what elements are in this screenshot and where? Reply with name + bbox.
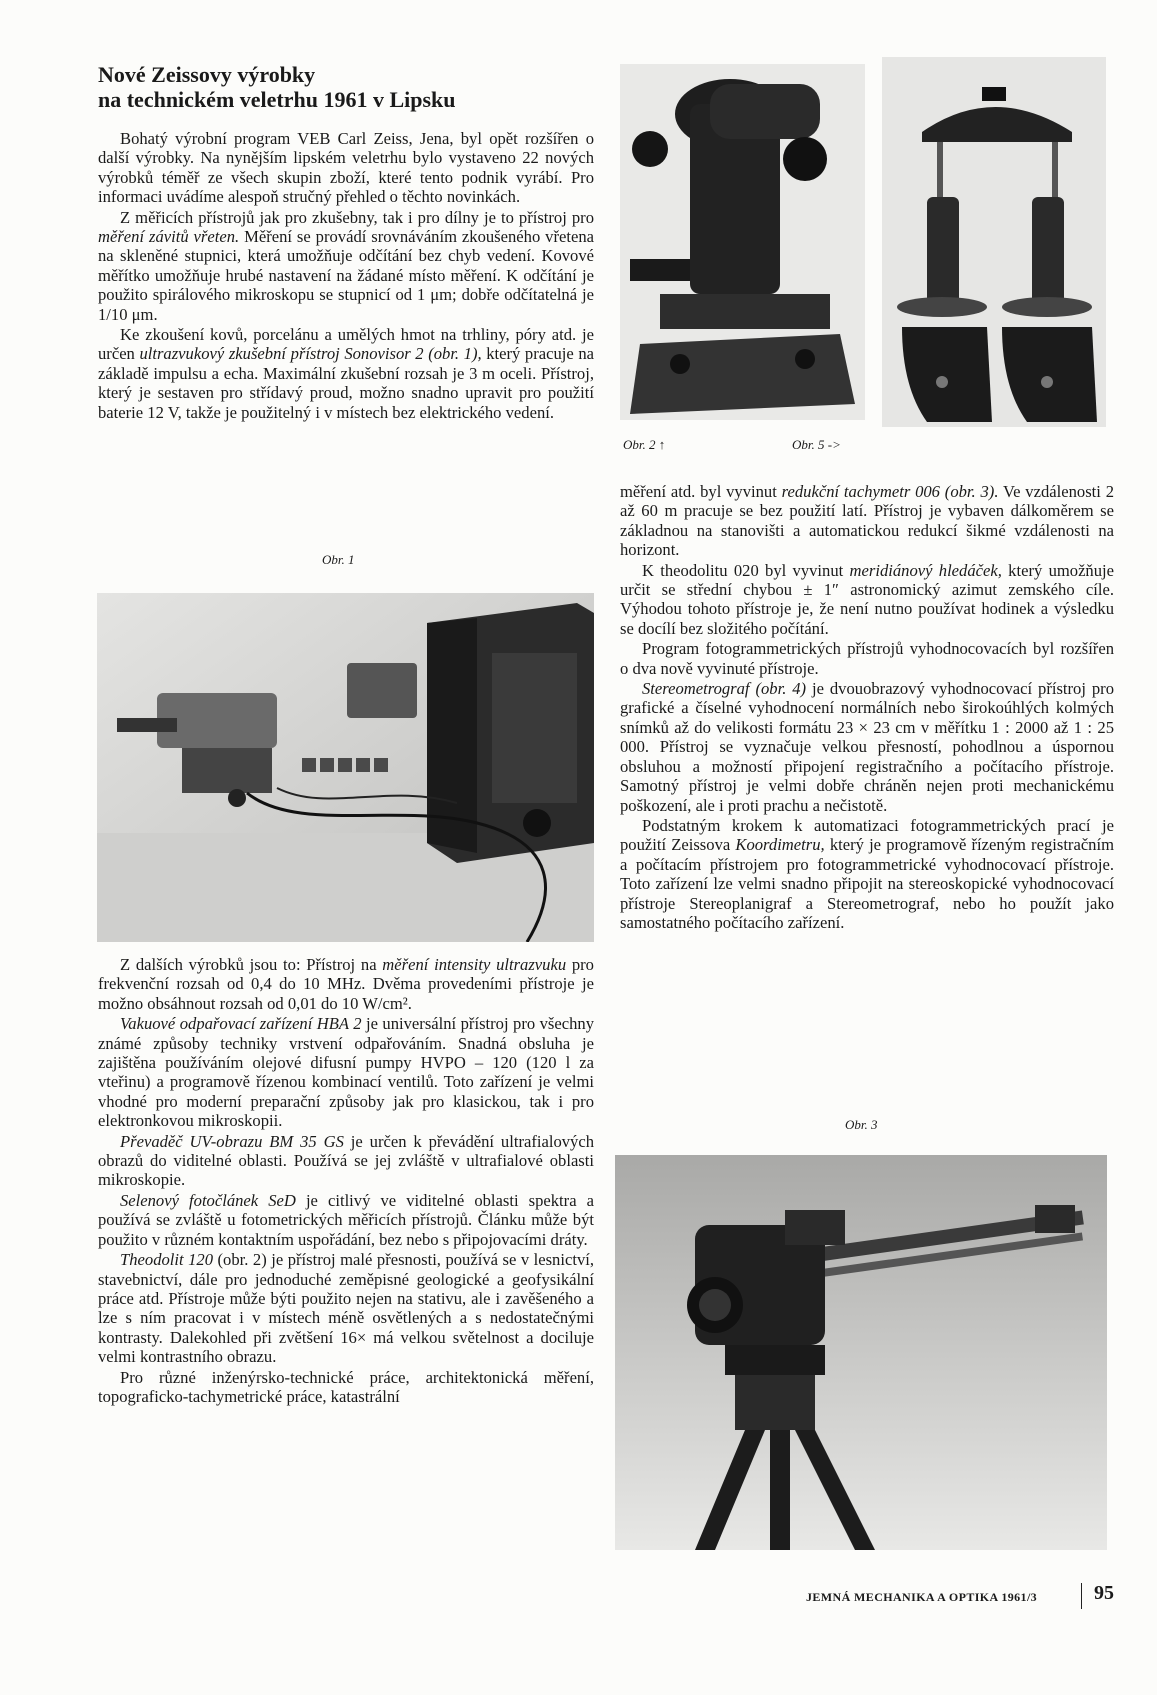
left-column-bottom-text [98,955,594,1406]
paragraph-emphasis: Selenový fotočlánek SeD [120,1190,296,1210]
paragraph-text: který pracuje na základě impulsu a echa. Maximální zkušební rozsah je 3 m oceli. Přístroj, který je sestaven pro střídavý proud, možno snadno upravit pro použití baterie 12 V, takže je použitelný i v místech bez elektrického vedení. [98,344,595,422]
footer-journal-title: JEMNÁ MECHANIKA A OPTIKA 1961/3 [806,1590,1038,1604]
paragraph-emphasis: redukční tachymetr 006 (obr. 3). [781,482,999,501]
paragraph-text: (obr. 2) je přístroj malé přesnosti, používá se v lesnictví, stavebnictví, dále pro jednoduché zeměpisné geologické a geofysikální práce atd. Přístroje může býti použito nejen na stativu, ale i zavěšeného a lze s ním pracovat i v místech méně osvětlených a s nedostatečnými kontrasty. Dalekohled při zvětšení 16× má velkou světelnost a dociluje velmi kontrastního obrazu. [98,1250,594,1367]
paragraph-emphasis: Theodolit 120 [120,1250,214,1270]
paragraph-emphasis: Vakuové odpařovací zařízení HBA 2 [120,1014,362,1034]
paragraph [98,1191,594,1249]
paragraph-emphasis: Stereometrograf (obr. 4) [642,679,807,699]
figure-3-caption: Obr. 3 [845,1117,878,1132]
paragraph [98,1014,594,1130]
paragraph-text: Bohatý výrobní program VEB Carl Zeiss, Jena, byl opět rozšířen o další výrobky. Na nynějším lipském veletrhu bylo vystaveno 22 nových výrobků téměř ze všech skupin zboží, které tento podnik vyrábí. Pro informaci uvádíme alespoň stručný přehled o těchto novinkách. [98,129,594,207]
title-line-2: na technickém veletrhu 1961 v Lipsku [98,87,456,112]
paragraph-text: Ve vzdálenosti 2 až 60 m pracuje se bez použití latí. Přístroj je vybaven dálkoměrem se základnou na stanovišti a automatickou redukcí šikmé vzdálenosti na horizont. [620,482,1114,560]
figure-1-caption: Obr. 1 [322,552,355,567]
paragraph [620,679,1114,815]
paragraph [620,482,1114,560]
footer-divider [1081,1583,1082,1609]
paragraph [620,561,1114,639]
paragraph [98,1132,594,1190]
paragraph-text: Podstatným krokem k automatizaci fotogrammetrických prací je použití Zeissova [620,815,1114,855]
page-number: 95 [1094,1582,1114,1604]
title-line-1: Nové Zeissovy výrobky [98,62,316,87]
paragraph-emphasis: měření intensity ultrazvuku [382,955,567,974]
paragraph-text: Z měřicích přístrojů jak pro zkušebny, tak i pro dílny je to přístroj pro [120,207,594,227]
paragraph [98,129,594,207]
figure-1-photo [97,593,594,942]
paragraph-emphasis: Koordimetru, [735,835,825,855]
paragraph-text: je universální přístroj pro všechny známé způsoby techniky vrstvení odpařováním. Snadná obsluha je zajištěna používáním olejové difusní pumpy HVPO – 120 (120 l za vteřinu) a programově řízenou kombinací ventilů. Toto zařízení je velmi vhodné pro moderní preparační způsoby jak pro klasickou, tak i pro elektronkovou mikroskopii. [98,1014,594,1131]
paragraph-text: který je programově řízeným registračním a počítacím přístrojem pro fotogrammetrické vyhodnocovací přístroje. Toto zařízení lze velmi snadno připojit na stereoskopické vyhodnocovací přístroje Stereoplanigraf a Stereometrograf, nebo ho použít jako samostatného počítacího zařízení. [620,835,1114,932]
left-column-top-text [98,129,594,422]
paragraph [620,639,1114,678]
paragraph-text: Z dalších výrobků jsou to: Přístroj na [120,955,383,974]
paragraph [98,325,594,422]
paragraph-emphasis: ultrazvukový zkušební přístroj Sonovisor 2 (obr. 1), [139,344,482,364]
paragraph-text: Měření se provádí srovnáváním zkoušeného vřetena na skleněné stupnici, která umožňuje odčítání bez chyb vedení. Kovové měřítko umožňuje hrubé nastavení na žádané místo měření. K odčítání je použito spirálového mikroskopu se stupnicí od 1 μm; dobře odčítatelná je 1/10 μm. [98,227,594,324]
paragraph-text: je citlivý ve viditelné oblasti spektra a používá se zvláště u fotometrických měřicích přístrojů. Článku může být použito v různém kontaktním uspořádání, bez nebo s připojovacími dráty. [98,1190,594,1249]
paragraph-text: je dvouobrazový vyhodnocovací přístroj pro grafické a číselné vyhodnocení normálních nebo širokoúhlých kolmých snímků až do velikosti formátu 23 × 23 cm v měřítku 1 : 2000 až 1 : 25 000. Přístroj se vyznačuje velkou přesností, pohodlnou a úspornou obsluhou a možností připojení registračního a počítacího přístroje. Samotný přístroj je velmi dobře chráněn nejen proti mechanickému poškození, ale i proti prachu a nečistotě. [620,679,1114,815]
figure-5-photo [882,57,1106,427]
paragraph-text: Program fotogrammetrických přístrojů vyhodnocovacích byl rozšířen o dva nově vyvinuté přístroje. [620,639,1114,678]
paragraph [98,1250,594,1366]
paragraph-emphasis: Převaděč UV-obrazu BM 35 GS [120,1131,344,1151]
paragraph-text: je určen k převádění ultrafialových obrazů do viditelné oblasti. Používá se jej zvláště v ultrafialové oblasti mikroskopie. [98,1131,594,1190]
figure-2-photo [620,64,865,420]
paragraph-text: měření atd. byl vyvinut [620,482,782,501]
paragraph [98,1368,594,1407]
figure-3-photo [615,1155,1107,1550]
figure-5-caption: Obr. 5 -> [792,437,841,452]
figure-2-caption: Obr. 2 ↑ [623,437,666,452]
paragraph-emphasis: meridiánový hledáček, [849,560,1002,580]
paragraph-text: pro frekvenční rozsah od 0,4 do 10 MHz. Dvěma provedeními přístroje je možno obsáhnout rozsah od 0,01 do 10 W/cm². [98,955,594,1013]
article-title [98,62,568,112]
paragraph-emphasis: měření závitů vřeten. [98,227,240,247]
paragraph [98,208,594,324]
paragraph-text: který umožňuje určit se střední chybou ± 1″ astronomický azimut zemského cíle. Výhodou tohoto přístroje je, že není nutno používat hodinek a výsledku se docílí bez složitého počítání. [620,560,1115,638]
paragraph [620,816,1114,932]
paragraph-text: K theodolitu 020 byl vyvinut [642,560,850,580]
paragraph-text: Pro různé inženýrsko-technické práce, architektonická měření, topograficko-tachymetrické práce, katastrální [98,1367,594,1406]
right-column-text [620,482,1114,932]
paragraph-text: Ke zkoušení kovů, porcelánu a umělých hmot na trhliny, póry atd. je určen [98,325,594,364]
paragraph [98,955,594,1013]
